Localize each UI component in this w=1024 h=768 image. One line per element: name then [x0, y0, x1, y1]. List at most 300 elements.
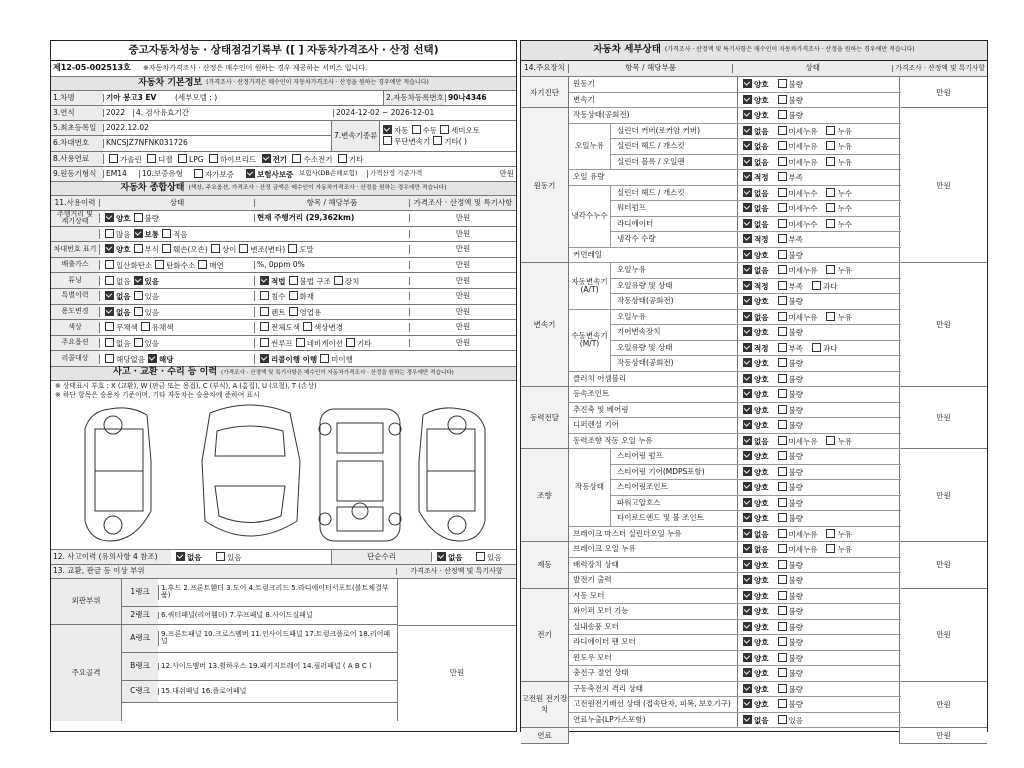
checkbox-checked-icon	[743, 250, 752, 259]
detail-item: 실린더 헤드 / 개스킷	[617, 187, 685, 197]
detail-state	[737, 248, 901, 263]
detail-item: 오일유량 및 상태	[617, 280, 673, 290]
detail-state	[737, 496, 901, 511]
state-option[interactable]: 양호	[740, 110, 769, 120]
detail-state	[737, 201, 901, 216]
checkbox-checked-icon	[743, 529, 752, 538]
checkbox-checked-icon	[743, 157, 752, 166]
state-option[interactable]: 탄화수소	[152, 261, 195, 270]
state-option[interactable]: 불량	[131, 214, 160, 223]
detail-row	[569, 279, 901, 295]
state-option[interactable]: 양호	[740, 374, 769, 384]
state-option[interactable]: 많음	[102, 230, 131, 239]
state-option[interactable]: 없음	[102, 339, 131, 348]
state-option[interactable]: 유채색	[138, 323, 174, 332]
detail-item: 스티어링 기어(MDPS포함)	[617, 466, 705, 476]
state-option[interactable]: 양호	[740, 575, 769, 585]
state-option[interactable]: 불량	[775, 358, 804, 368]
state-option[interactable]: 양호	[740, 513, 769, 523]
overall-rows	[51, 211, 516, 367]
detail-row	[569, 403, 901, 419]
accident-opt-yes[interactable]: 있음	[211, 552, 331, 562]
car-left-side-view	[85, 408, 151, 541]
checkbox-checked-icon	[743, 560, 752, 569]
detail-row	[569, 418, 901, 434]
state-option[interactable]: 양호	[740, 358, 769, 368]
state-option[interactable]: 양호	[740, 560, 769, 570]
overall-title: 자동차 종합상태	[120, 182, 185, 193]
state-option[interactable]: 양호	[740, 684, 769, 694]
item-option[interactable]: 렌트	[257, 308, 286, 317]
state-option[interactable]: 적정	[740, 281, 769, 291]
state-option[interactable]: 불량	[775, 79, 804, 89]
detail-subgroup-label: 냉각수누수	[569, 186, 611, 248]
state-option[interactable]: 누유	[823, 157, 852, 167]
checkbox-checked-icon	[383, 125, 392, 134]
state-option[interactable]: 누유	[823, 544, 852, 554]
checkbox-checked-icon	[743, 684, 752, 693]
state-option[interactable]: 과다	[809, 343, 838, 353]
state-option[interactable]: 양호	[102, 245, 131, 254]
state-option[interactable]: 과다	[809, 281, 838, 291]
item-option[interactable]: 화재	[286, 292, 315, 301]
state-option[interactable]: 불량	[775, 591, 804, 601]
state-option[interactable]: 불량	[775, 606, 804, 616]
detail-state	[737, 186, 901, 201]
state-option[interactable]: 미세누유	[775, 312, 818, 322]
detail-state	[737, 356, 901, 371]
state-option[interactable]: 미세누유	[775, 529, 818, 539]
item-option[interactable]: 색상변경	[300, 323, 343, 332]
state-option[interactable]: 누수	[823, 203, 852, 213]
item-option[interactable]: 침수	[257, 292, 286, 301]
state-option[interactable]: 양호	[740, 653, 769, 663]
checkbox-icon	[826, 529, 835, 538]
checkbox-checked-icon	[134, 229, 143, 238]
state-option[interactable]: 없음	[740, 188, 769, 198]
state-option[interactable]: 불량	[775, 668, 804, 678]
state-option[interactable]: 있음	[131, 277, 160, 286]
device-group-label: 원동기	[521, 108, 569, 263]
state-option[interactable]: 없음	[102, 308, 131, 317]
detail-subgroup-label: 오일누유	[569, 124, 611, 171]
detail-state	[737, 341, 901, 356]
state-option[interactable]: 불량	[775, 296, 804, 306]
state-option[interactable]: 양호	[740, 606, 769, 616]
state-option[interactable]: 부족	[775, 343, 804, 353]
detail-row	[569, 465, 901, 481]
overall-row	[51, 273, 516, 289]
detail-item: 브레이크 마스터 실린더오일 누유	[573, 528, 682, 538]
checkbox-checked-icon	[105, 244, 114, 253]
state-option[interactable]: 양호	[740, 637, 769, 647]
checkbox-icon	[778, 436, 787, 445]
inspection-record-right	[520, 40, 988, 740]
checkbox-checked-icon	[743, 606, 752, 615]
state-option[interactable]: 양호	[740, 622, 769, 632]
checkbox-checked-icon	[743, 544, 752, 553]
rank-label: 2랭크	[122, 607, 158, 624]
state-option[interactable]: 누유	[823, 436, 852, 446]
state-option[interactable]: 양호	[740, 451, 769, 461]
overall-note: (색상, 주요옵션, 가격조사 · 산정 금액은 매수인이 자동차가격조사 · 산정을 원하는 경우에만 적습니다)	[188, 185, 447, 192]
state-option[interactable]: 없음	[740, 157, 769, 167]
fuel-opt-diesel[interactable]: 디젤	[144, 155, 173, 164]
detail-row	[569, 449, 901, 465]
detail-row	[569, 124, 901, 140]
reg-number-value: 90나4346	[445, 94, 516, 102]
item-option[interactable]: 네비게이션	[293, 339, 343, 348]
state-option[interactable]: 부족	[775, 172, 804, 182]
state-option[interactable]: 미세누유	[775, 141, 818, 151]
state-option[interactable]: 부족	[775, 234, 804, 244]
state-option[interactable]: 불량	[775, 420, 804, 430]
state-option[interactable]: 훼손(오손)	[159, 245, 208, 254]
state-option[interactable]: 도말	[285, 245, 314, 254]
checkbox-checked-icon	[437, 552, 446, 561]
checkbox-checked-icon	[176, 552, 185, 561]
state-option[interactable]: 불량	[775, 467, 804, 477]
state-option[interactable]: 적정	[740, 172, 769, 182]
exchange-price-head: 가격조사 · 산정액 및 특기사항	[396, 568, 516, 576]
checkbox-checked-icon	[743, 575, 752, 584]
detail-state	[737, 310, 901, 325]
state-option[interactable]: 불량	[775, 560, 804, 570]
checkbox-checked-icon	[743, 622, 752, 631]
state-option[interactable]: 양호	[740, 668, 769, 678]
checkbox-icon	[105, 354, 114, 363]
accident-note: (가격조사 · 산정액 및 특기사항은 매수인이 자동차가격조사 · 산정을 원하는 경우에만 적습니다)	[221, 370, 454, 377]
state-option[interactable]: 불량	[775, 653, 804, 663]
state-option[interactable]: 양호	[740, 482, 769, 492]
checkbox-checked-icon	[743, 405, 752, 414]
trans-opt-semi[interactable]: 세미오토	[437, 125, 480, 136]
checkbox-icon	[440, 125, 449, 134]
checkbox-icon	[778, 467, 787, 476]
overall-row-state	[99, 291, 254, 301]
simple-repair-opt-yes[interactable]: 있음	[471, 552, 516, 562]
state-option[interactable]: 양호	[740, 467, 769, 477]
state-option[interactable]: 미세누수	[775, 188, 818, 198]
state-option[interactable]: 미세누수	[775, 203, 818, 213]
state-option[interactable]: 불량	[775, 405, 804, 415]
fuel-opt-hybrid[interactable]: 하이브리드	[206, 155, 256, 164]
car-diagram	[55, 401, 515, 549]
overall-row-label: 배출가스	[51, 258, 99, 273]
detail-row	[569, 682, 901, 698]
warranty-note: 보험사(DB손해보험)	[299, 169, 358, 178]
state-option[interactable]: 없음	[102, 277, 131, 286]
checkbox-icon	[476, 552, 485, 561]
state-option[interactable]: 부족	[775, 281, 804, 291]
detail-row	[569, 93, 901, 109]
state-option[interactable]: 양호	[740, 389, 769, 399]
checkbox-icon	[412, 125, 421, 134]
checkbox-checked-icon	[743, 451, 752, 460]
state-option[interactable]: 불량	[775, 95, 804, 105]
checkbox-icon	[778, 110, 787, 119]
state-option[interactable]: 있음	[131, 308, 160, 317]
state-option[interactable]: 해당	[145, 355, 174, 364]
detail-item: 변속기	[573, 94, 595, 104]
state-option[interactable]: 불량	[775, 327, 804, 337]
item-option[interactable]: 리콜이행 이행	[257, 355, 317, 364]
state-option[interactable]: 없음	[740, 265, 769, 275]
checkbox-icon	[778, 451, 787, 460]
overall-head-usage: 11.사용이력	[54, 197, 96, 207]
item-option[interactable]: 기타	[343, 339, 372, 348]
state-option[interactable]: 불량	[775, 684, 804, 694]
state-option[interactable]: 없음	[740, 126, 769, 136]
state-option[interactable]: 불량	[775, 482, 804, 492]
state-option[interactable]: 양호	[740, 699, 769, 709]
device-group-price: 만원	[899, 728, 987, 744]
state-option[interactable]: 없음	[740, 529, 769, 539]
simple-repair-opt-none[interactable]: 없음	[431, 552, 471, 562]
detail-row	[569, 387, 901, 403]
state-option[interactable]: 불량	[775, 498, 804, 508]
state-option[interactable]: 양호	[740, 405, 769, 415]
state-option[interactable]: 없음	[740, 312, 769, 322]
checkbox-icon	[778, 498, 787, 507]
item-option[interactable]: 불법 구조	[286, 277, 331, 286]
overall-row	[51, 242, 516, 258]
rank-parts: 1.후드 2.프론트휀더 3.도어 4.트렁크리드 5.라디에이터서포트(볼트체결부품)	[158, 585, 397, 600]
accident-opt-none[interactable]: 없음	[171, 552, 211, 562]
state-option[interactable]: 적정	[740, 234, 769, 244]
checkbox-icon	[288, 244, 297, 253]
checkbox-icon	[778, 327, 787, 336]
checkbox-icon	[260, 322, 269, 331]
accident-history-label: 12. 사고이력 (유의사항 4 참조)	[51, 550, 171, 564]
state-option[interactable]: 상이	[208, 245, 237, 254]
state-option[interactable]: 누유	[823, 312, 852, 322]
state-option[interactable]: 없음	[740, 219, 769, 229]
state-option[interactable]: 미세누유	[775, 157, 818, 167]
fuel-opt-gasoline[interactable]: 가솔린	[106, 155, 142, 164]
state-option[interactable]: 미세누유	[775, 436, 818, 446]
checkbox-icon	[812, 281, 821, 290]
checkbox-checked-icon	[743, 467, 752, 476]
detail-row	[569, 341, 901, 357]
state-option[interactable]: 적음	[159, 230, 188, 239]
state-option[interactable]: 불량	[775, 110, 804, 120]
state-option[interactable]: 무채색	[102, 323, 138, 332]
fuel-opt-lpg[interactable]: LPG	[175, 155, 204, 164]
checkbox-icon	[826, 265, 835, 274]
checkbox-icon	[155, 260, 164, 269]
state-option[interactable]: 부식	[131, 245, 160, 254]
detail-state	[737, 449, 901, 464]
checkbox-checked-icon	[743, 110, 752, 119]
trans-opt-auto[interactable]: 자동	[380, 125, 409, 136]
checkbox-icon	[194, 169, 203, 178]
state-option[interactable]: 양호	[740, 591, 769, 601]
fuel-opt-other[interactable]: 기타	[335, 155, 364, 164]
state-option[interactable]: 누유	[823, 141, 852, 151]
detail-item: 라디에이터	[617, 218, 654, 228]
detail-state	[737, 418, 901, 433]
state-option[interactable]: 양호	[740, 79, 769, 89]
trans-opt-other[interactable]: 기타( )	[430, 136, 467, 147]
state-option[interactable]: 누수	[823, 219, 852, 229]
state-option[interactable]: 불량	[775, 389, 804, 399]
detail-row	[569, 713, 901, 729]
detail-row	[569, 542, 901, 558]
state-option[interactable]: 미세누유	[775, 265, 818, 275]
state-option[interactable]: 불량	[775, 699, 804, 709]
state-option[interactable]: 있음	[131, 292, 160, 301]
overall-row-state	[99, 213, 254, 223]
state-option[interactable]: 매연	[195, 261, 224, 270]
detail-state	[737, 232, 901, 247]
state-option[interactable]: 미세누유	[775, 126, 818, 136]
state-option[interactable]: 양호	[740, 327, 769, 337]
detail-row	[569, 511, 901, 527]
detail-state	[737, 527, 901, 542]
overall-row	[51, 336, 516, 352]
state-option[interactable]: 양호	[740, 420, 769, 430]
item-option[interactable]: 영업용	[286, 308, 322, 317]
item-option[interactable]: 적법	[257, 277, 286, 286]
checkbox-icon	[162, 229, 171, 238]
checkbox-icon	[778, 312, 787, 321]
state-option[interactable]: 있음	[131, 339, 160, 348]
detail-row	[569, 248, 901, 264]
state-option[interactable]: 해당없음	[102, 355, 145, 364]
checkbox-icon	[216, 552, 225, 561]
state-option[interactable]: 없음	[740, 436, 769, 446]
checkbox-icon	[778, 95, 787, 104]
first-reg-value: 2022.12.02	[103, 124, 331, 132]
detail-item: 냉각수 수량	[617, 234, 656, 244]
checkbox-checked-icon	[743, 668, 752, 677]
state-option[interactable]: 양호	[740, 498, 769, 508]
state-option[interactable]: 불량	[775, 250, 804, 260]
detail-body	[521, 77, 987, 740]
state-option[interactable]: 불량	[775, 374, 804, 384]
checkbox-checked-icon	[743, 172, 752, 181]
state-option[interactable]: 불량	[775, 451, 804, 461]
state-option[interactable]: 변조(변타)	[236, 245, 285, 254]
detail-item: 연료누출(LP가스포함)	[573, 714, 646, 724]
warranty-opt-insurer[interactable]: 보험사보증	[241, 169, 297, 179]
document-number: 제12-05-002513호	[53, 63, 131, 73]
state-option[interactable]: 없음	[740, 203, 769, 213]
item-option[interactable]: 미이행	[317, 355, 353, 364]
fuel-opt-electric[interactable]: 전기	[259, 155, 288, 164]
checkbox-checked-icon	[743, 498, 752, 507]
state-option[interactable]: 있음	[775, 715, 804, 725]
detail-item: 구동축전지 격리 상태	[573, 683, 643, 693]
state-option[interactable]: 적정	[740, 343, 769, 353]
state-option[interactable]: 없음	[740, 141, 769, 151]
detail-row	[569, 666, 901, 682]
state-option[interactable]: 없음	[740, 715, 769, 725]
state-option[interactable]: 보통	[131, 230, 160, 239]
rank-label: 1랭크	[122, 579, 158, 606]
detail-head-state: 상태	[732, 64, 892, 72]
device-group-price: 만원	[899, 263, 987, 387]
inspection-record-left	[50, 40, 517, 732]
detail-row	[569, 325, 901, 341]
vin-value: KNCSJZ7NFNK031726	[103, 139, 331, 147]
state-option[interactable]: 불량	[775, 622, 804, 632]
car-name-detail: (세부모델 : )	[175, 92, 218, 102]
state-option[interactable]: 미세누유	[775, 544, 818, 554]
detail-state	[737, 651, 901, 666]
rank-rows	[121, 579, 397, 721]
item-option[interactable]: 장치	[331, 277, 360, 286]
detail-item: 윈도우 모터	[573, 652, 612, 662]
state-option[interactable]: 양호	[102, 214, 131, 223]
state-option[interactable]: 누유	[823, 529, 852, 539]
state-option[interactable]: 없음	[102, 292, 131, 301]
document-title: 중고자동차성능 · 상태점검기록부 ([ ] 자동차가격조사 · 산정 선택)	[128, 43, 439, 56]
checkbox-icon	[778, 358, 787, 367]
state-option[interactable]: 불량	[775, 513, 804, 523]
detail-state	[737, 558, 901, 573]
checkbox-icon	[433, 136, 442, 145]
checkbox-icon	[826, 544, 835, 553]
state-option[interactable]: 불량	[775, 637, 804, 647]
state-option[interactable]: 불량	[775, 575, 804, 585]
detail-row	[569, 480, 901, 496]
checkbox-icon	[778, 575, 787, 584]
detail-row	[569, 434, 901, 450]
state-option[interactable]: 양호	[740, 250, 769, 260]
item-option[interactable]: 썬루프	[257, 339, 293, 348]
checkbox-icon	[826, 188, 835, 197]
trans-opt-manual[interactable]: 수동	[409, 125, 438, 136]
state-option[interactable]: 미세누수	[775, 219, 818, 229]
trans-label: 7.변속기종류	[331, 121, 379, 151]
detail-state	[737, 77, 901, 92]
trans-opt-cvt[interactable]: 무단변속기	[380, 136, 430, 147]
checkbox-icon	[826, 312, 835, 321]
warranty-opt-self[interactable]: 자가보증	[189, 169, 241, 179]
state-option[interactable]: 일산화탄소	[102, 261, 152, 270]
detail-state	[737, 511, 901, 526]
detail-row	[569, 294, 901, 310]
checkbox-icon	[778, 250, 787, 259]
state-option[interactable]: 누수	[823, 188, 852, 198]
detail-item: 실린더 블록 / 오일팬	[617, 156, 685, 166]
item-option[interactable]: 전체도색	[257, 323, 300, 332]
state-option[interactable]: 양호	[740, 95, 769, 105]
detail-state	[737, 279, 901, 294]
checkbox-checked-icon	[105, 307, 114, 316]
detail-row	[569, 573, 901, 589]
checkbox-icon	[778, 172, 787, 181]
state-option[interactable]: 누유	[823, 265, 852, 275]
fuel-opt-hydrogen[interactable]: 수소전기	[289, 155, 332, 164]
checkbox-icon	[134, 213, 143, 222]
checkbox-icon	[778, 637, 787, 646]
checkbox-icon	[778, 157, 787, 166]
checkbox-icon	[239, 244, 248, 253]
overall-row-item	[254, 354, 409, 364]
detail-state	[737, 217, 901, 232]
overall-row-price: 만원	[409, 261, 516, 269]
checkbox-icon	[778, 265, 787, 274]
state-option[interactable]: 양호	[740, 296, 769, 306]
state-option[interactable]: 누유	[823, 126, 852, 136]
state-option[interactable]: 없음	[740, 544, 769, 554]
detail-item: 기어변속장치	[617, 327, 661, 337]
checkbox-icon	[778, 405, 787, 414]
checkbox-icon	[141, 322, 150, 331]
